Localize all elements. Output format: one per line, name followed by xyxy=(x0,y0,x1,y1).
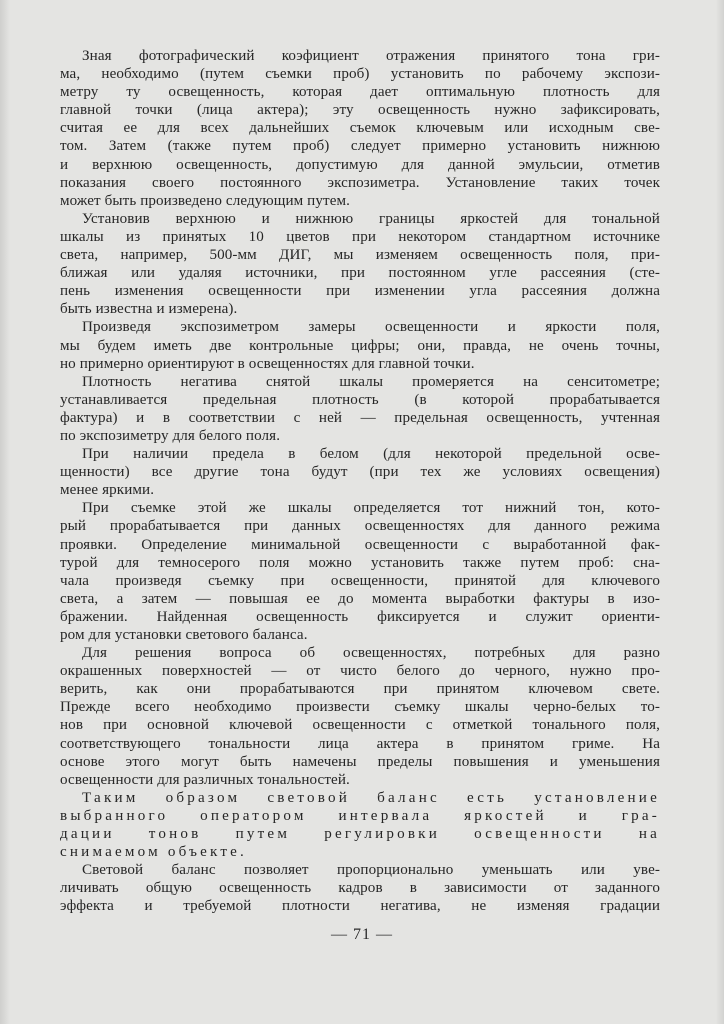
paragraph xyxy=(60,373,660,445)
text-line: метру ту освещенность, которая дает оптимальную плотность для xyxy=(60,84,660,101)
text-line: При съемке этой же шкалы определяется тот нижний тон, кото- xyxy=(82,500,660,517)
text-line: выбранного оператором интервала яркостей и гра- xyxy=(60,807,660,824)
text-line: и верхнюю освещенность, допустимую для данной эмульсии, отметив xyxy=(60,156,660,173)
text-line: эффекта и требуемой плотности негатива, не изменяя градации xyxy=(60,898,660,915)
scan-shadow-left xyxy=(0,0,10,1024)
text-line: проявки. Определение минимальной освещенности с выработанной фак- xyxy=(60,536,660,553)
text-line: дации тонов путем регулировки освещенности на xyxy=(60,826,660,843)
text-line: менее яркими. xyxy=(60,482,155,499)
text-line: шкалы из принятых 10 цветов при некотором стандартном источнике xyxy=(60,228,660,245)
text-line: Прежде всего необходимо произвести съемку шкалы черно-белых то- xyxy=(60,699,660,716)
text-line: показания своего постоянного экспозиметра. Установление таких точек xyxy=(60,174,660,191)
text-line: верить, как они прорабатываются при принятом ключевом свете. xyxy=(60,681,660,698)
text-line: света, а затем — повышая ее до момента выработки фактуры в изо- xyxy=(60,590,660,607)
text-line: личивать общую освещенность кадров в зависимости от заданного xyxy=(60,880,660,897)
text-line: по экспозиметру для белого поля. xyxy=(60,427,281,444)
text-line: Плотность негатива снятой шкалы промеряется на сенситометре; xyxy=(82,373,660,390)
text-line: Для решения вопроса об освещенностях, потребных для разно xyxy=(82,645,660,662)
scan-shadow-right xyxy=(716,0,724,1024)
text-line: щенности) все другие тона будут (при тех же условиях освещения) xyxy=(60,464,660,481)
text-line: рый прорабатывается при данных освещенностях для данного режима xyxy=(60,518,660,535)
text-line: мы будем иметь две контрольные цифры; они, правда, не очень точны, xyxy=(60,337,660,354)
paragraph xyxy=(60,499,660,644)
paragraph xyxy=(60,789,660,861)
text-line: Установив верхнюю и нижнюю границы яркостей для тональной xyxy=(82,210,660,227)
text-line: Произведя экспозиметром замеры освещенности и яркости поля, xyxy=(82,319,660,336)
text-line: том. Затем (также путем проб) следует примерно установить нижнюю xyxy=(60,138,660,155)
text-line: турой для темносерого поля можно установить также путем проб: сна- xyxy=(60,554,660,571)
text-line: Зная фотографический коэфициент отражения принятого тона гри- xyxy=(82,48,660,64)
text-line: считая ее для всех дальнейших съемок ключевым или исходным све- xyxy=(60,120,660,137)
paragraph xyxy=(60,861,660,915)
text-line: снимаемом объекте. xyxy=(60,844,247,861)
text-line: быть известна и измерена). xyxy=(60,301,238,318)
text-line: соответствующего тональности лица актера в принятом гриме. На xyxy=(60,735,660,752)
text-line: нов при основной ключевой освещенности с отметкой тонального поля, xyxy=(60,717,660,734)
text-line: ма, необходимо (путем съемки проб) установить по рабочему экспози- xyxy=(60,66,660,83)
text-line: устанавливается предельная плотность (в которой прорабатывается xyxy=(60,391,660,408)
text-line: может быть произведено следующим путем. xyxy=(60,192,351,209)
text-line: Таким образом световой баланс есть установление xyxy=(82,789,660,806)
body-text xyxy=(60,47,660,916)
text-line: освещенности для различных тональностей. xyxy=(60,771,350,788)
text-line: бражении. Найденная освещенность фиксируется и служит ориенти- xyxy=(60,608,660,625)
text-line: но примерно ориентируют в освещенностях для главной точки. xyxy=(60,355,475,372)
text-line: основе этого могут быть намечены пределы повышения и уменьшения xyxy=(60,753,660,770)
text-line: фактура) и в соответствии с ней — предельная освещенность, учтенная xyxy=(60,409,660,426)
text-line: пень изменения освещенности при изменении угла рассеяния должна xyxy=(60,283,660,300)
text-line: света, например, 500-мм ДИГ, мы изменяем освещенность поля, при- xyxy=(60,247,660,264)
text-line: Световой баланс позволяет пропорционально уменьшать или уве- xyxy=(82,862,660,879)
text-line: ром для установки светового баланса. xyxy=(60,627,308,643)
text-line: окрашенных поверхностей — от чисто белого до черного, нужно про- xyxy=(60,663,660,680)
paragraph xyxy=(60,318,660,372)
text-line: ближая или удаляя источники, при постоянном угле рассеяния (сте- xyxy=(60,265,660,282)
paragraph xyxy=(60,210,660,319)
page-number: — 71 — xyxy=(331,926,393,943)
text-line: чала произведя съемку при освещенности, принятой для ключевого xyxy=(60,572,660,589)
text-line: главной точки (лица актера); эту освещенность нужно зафиксировать, xyxy=(60,102,660,119)
text-line: При наличии предела в белом (для некоторой предельной осве- xyxy=(82,446,660,463)
paragraph xyxy=(60,47,660,210)
paragraph xyxy=(60,644,660,789)
paragraph xyxy=(60,445,660,499)
